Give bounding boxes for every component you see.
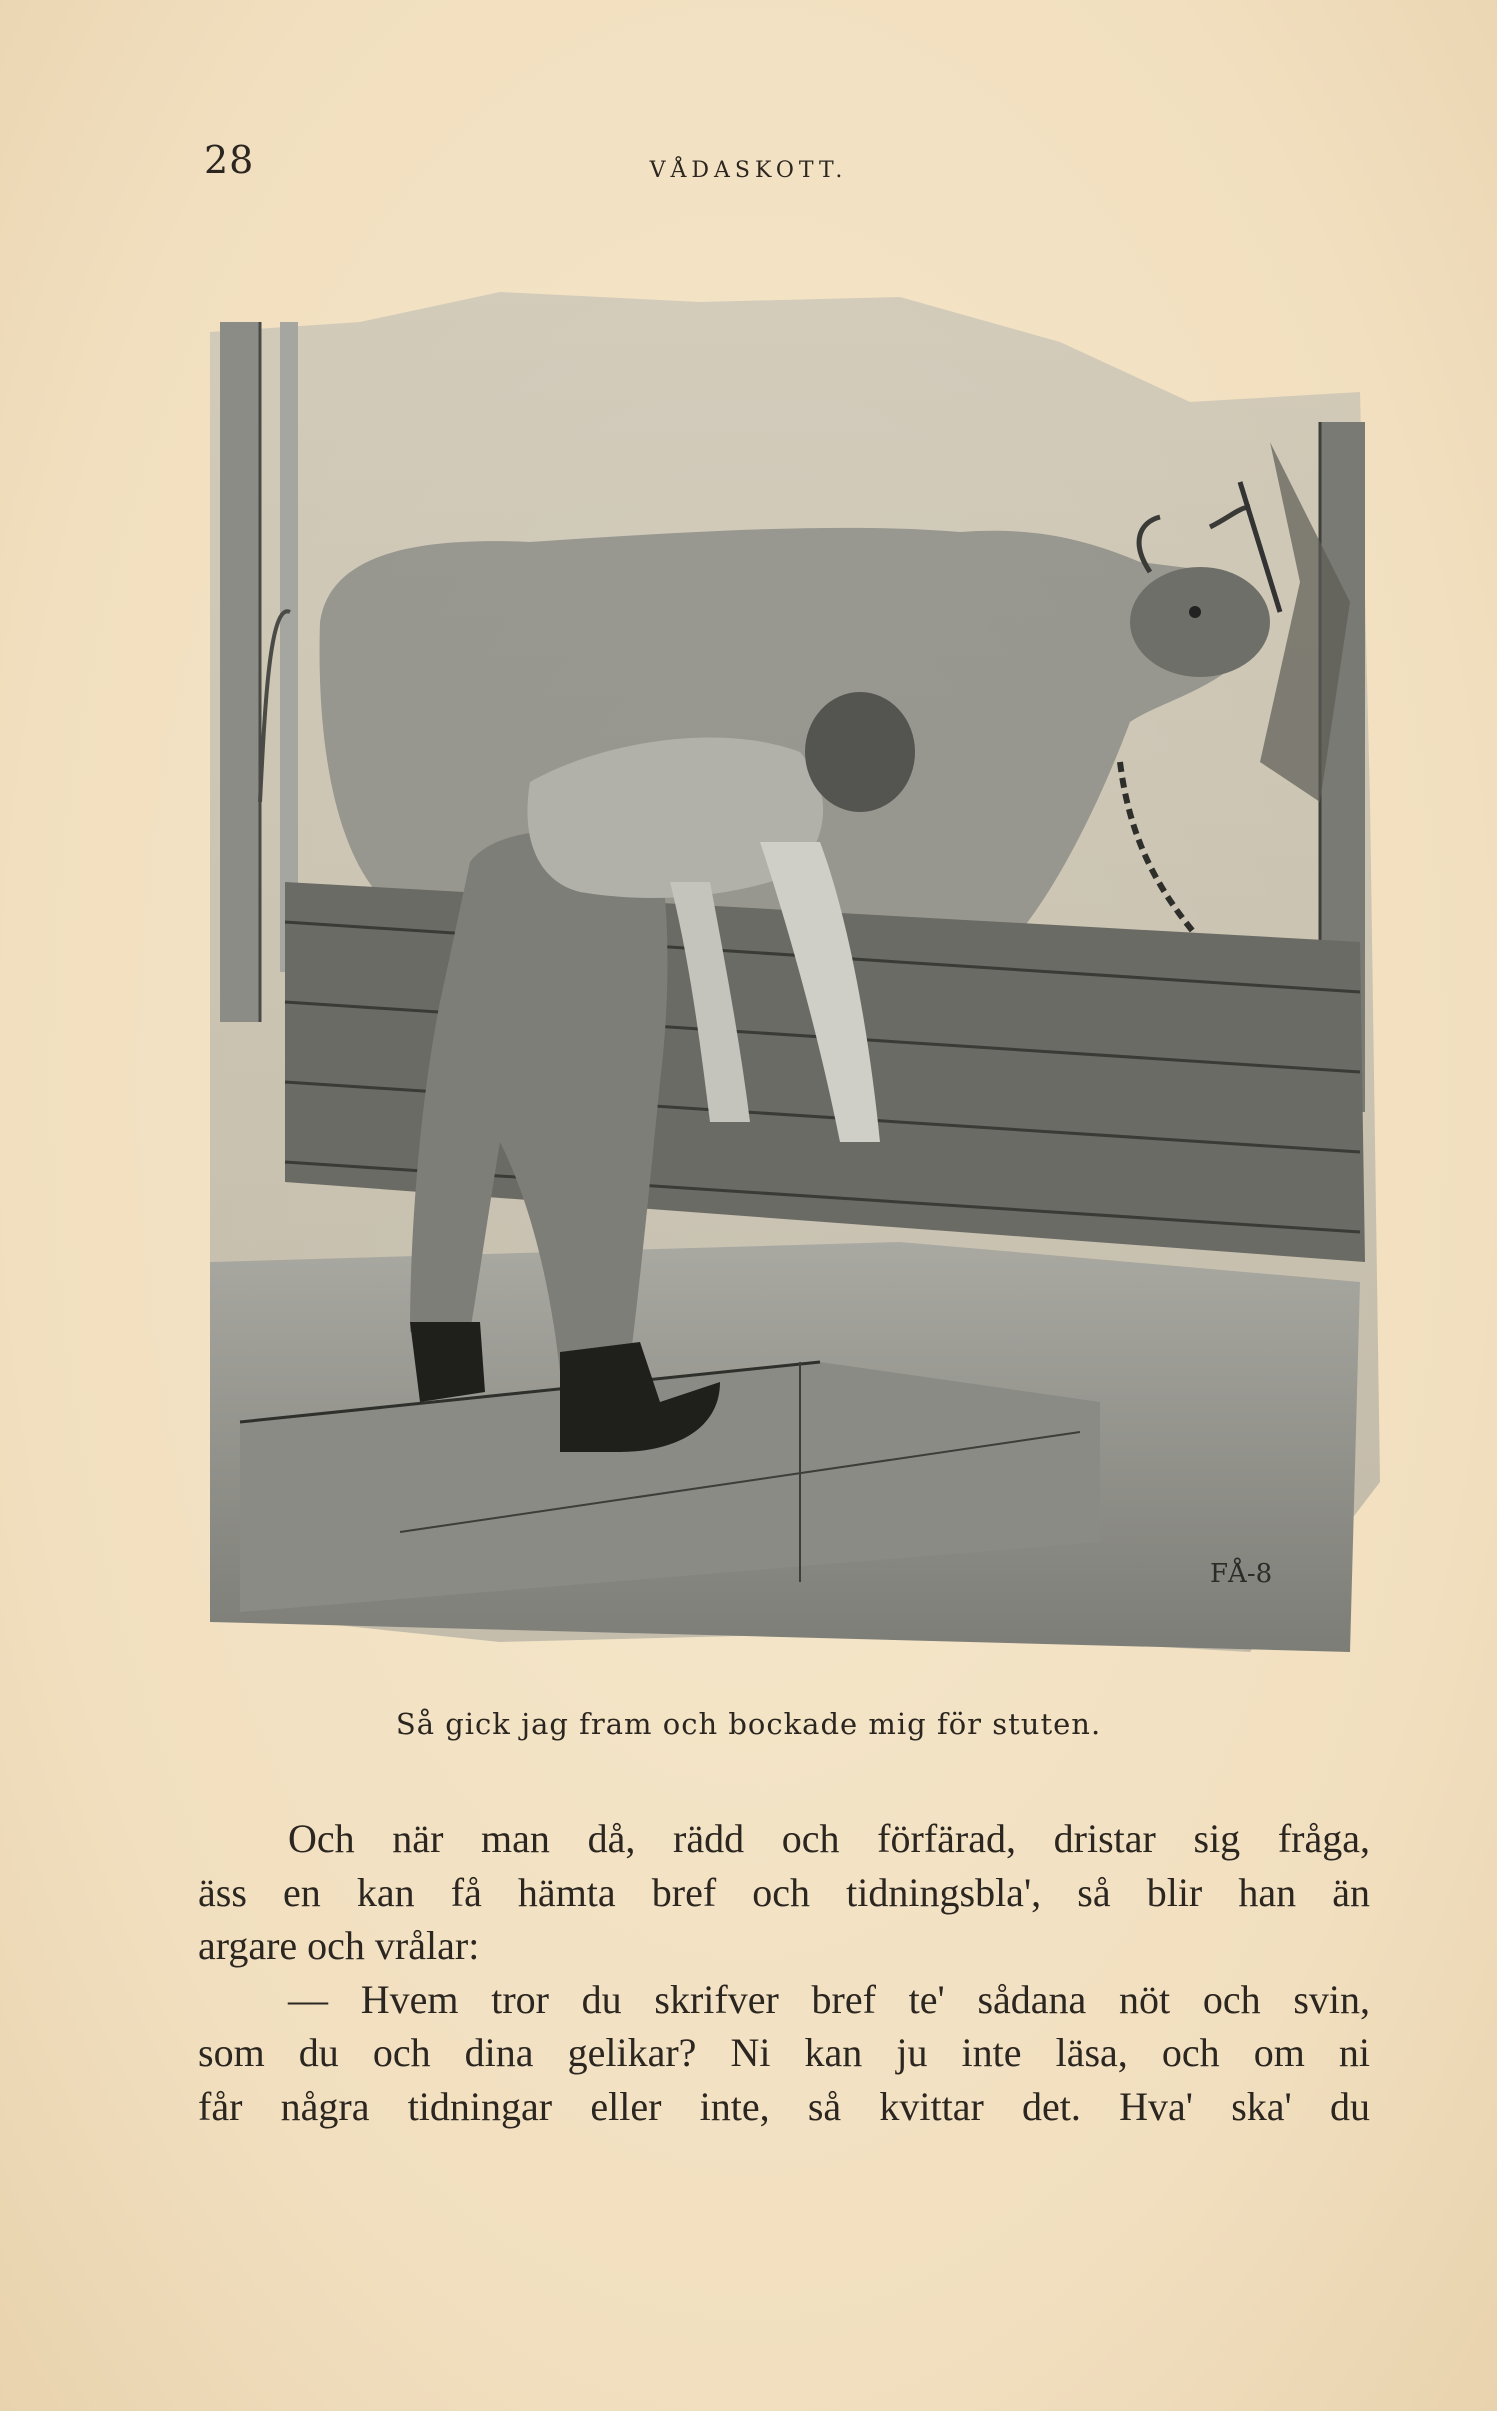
illustration (200, 282, 1380, 1672)
text-line: som du och dina gelikar? Ni kan ju inte läsa, och om ni (198, 2030, 1370, 2076)
text-line: — Hvem tror du skrifver bref te' sådana nöt och svin, (288, 1976, 1370, 2022)
plank-floor (210, 1242, 1360, 1652)
text-line: argare och vrålar: (198, 1923, 480, 1969)
text-line: får några tidningar eller inte, så kvittar det. Hva' ska' du (198, 2083, 1370, 2129)
illustration-caption: Så gick jag fram och bockade mig för stuten. (395, 1707, 1102, 1741)
page-header (0, 138, 1497, 188)
text-line: Och när man då, rädd och förfärad, dristar sig fråga, (288, 1816, 1370, 1861)
body-text (198, 1812, 1370, 2134)
running-head: VÅDASKOTT. (649, 158, 848, 183)
text-line: äss en kan få hämta bref och tidningsbla', så blir han än (198, 1869, 1370, 1915)
page-number: 28 (204, 138, 255, 182)
artist-signature: FÅ-8 (1210, 1559, 1273, 1589)
